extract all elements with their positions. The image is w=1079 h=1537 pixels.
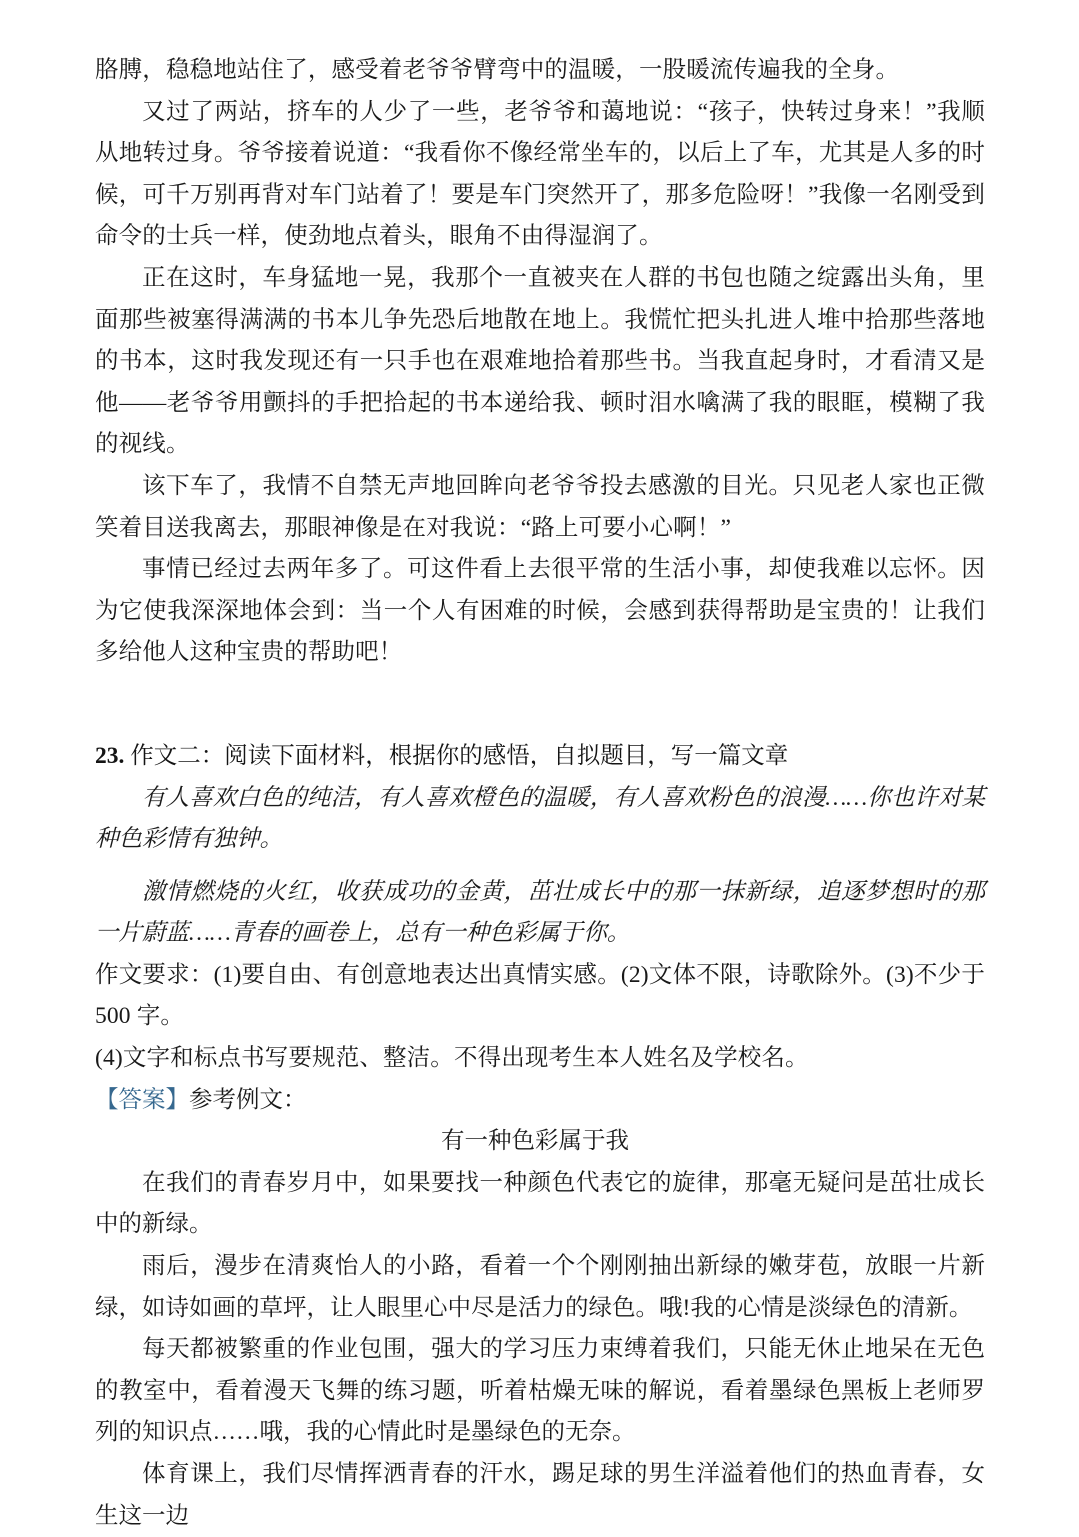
passage-paragraph: 事情已经过去两年多了。可这件看上去很平常的生活小事，却使我难以忘怀。因为它使我深深地体会到：当一个人有困难的时候，会感到获得帮助是宝贵的！让我们多给他人这种宝贵的帮助吧！ <box>95 556 985 666</box>
section-spacer <box>95 674 985 736</box>
question-number: 23. <box>95 742 125 769</box>
answer-header <box>95 1080 985 1122</box>
essay-paragraph: 在我们的青春岁月中，如果要找一种颜色代表它的旋律，那毫无疑问是茁壮成长中的新绿。 <box>95 1169 985 1238</box>
passage-paragraph: 该下车了，我情不自禁无声地回眸向老爷爷投去感激的目光。只见老人家也正微笑着目送我离去，那眼神像是在对我说：“路上可要小心啊！” <box>95 472 985 541</box>
essay-paragraph: 雨后，漫步在清爽怡人的小路，看着一个个刚刚抽出新绿的嫩芽苞，放眼一片新绿，如诗如画的草坪，让人眼里心中尽是活力的绿色。哦!我的心情是淡绿色的清新。 <box>95 1253 985 1321</box>
passage-continuation-line: 胳膊，稳稳地站住了，感受着老爷爷臂弯中的温暖，一股暖流传遍我的全身。 <box>95 57 900 83</box>
essay-paragraph: 体育课上，我们尽情挥洒青春的汗水，踢足球的男生洋溢着他们的热血青春，女生这一边 <box>95 1461 985 1529</box>
question-material-paragraph: 有人喜欢白色的纯洁，有人喜欢橙色的温暖，有人喜欢粉色的浪漫……你也许对某种色彩情有独钟。 <box>95 784 985 853</box>
answer-label: 参考例文： <box>189 1086 307 1113</box>
essay-title: 有一种色彩属于我 <box>441 1128 629 1155</box>
question-prompt: 作文二：阅读下面材料，根据你的感悟，自拟题目，写一篇文章 <box>130 742 789 769</box>
answer-tag: 【答案】 <box>95 1086 189 1113</box>
question-heading <box>95 736 985 778</box>
essay-paragraph: 每天都被繁重的作业包围，强大的学习压力束缚着我们，只能无休止地呆在无色的教室中，看着漫天飞舞的练习题，听着枯燥无味的解说，看着墨绿色黑板上老师罗列的知识点……哦，我的心情此时是墨绿色的无奈。 <box>95 1336 985 1446</box>
question-material-paragraph: 激情燃烧的火红，收获成功的金黄，茁壮成长中的那一抹新绿，追逐梦想时的那一片蔚蓝……青春的画卷上，总有一种色彩属于你。 <box>95 878 985 947</box>
question-requirements-line: (4)文字和标点书写要规范、整洁。不得出现考生本人姓名及学校名。 <box>95 1045 809 1072</box>
passage-paragraph: 正在这时，车身猛地一晃，我那个一直被夹在人群的书包也随之绽露出头角，里面那些被塞得满满的书本儿争先恐后地散在地上。我慌忙把头扎进人堆中拾那些落地的书本，这时我发现还有一只手也在艰难地拾着那些书。当我直起身时，才看清又是他——老爷爷用颤抖的手把拾起的书本递给我、顿时泪水噙满了我的眼眶，模糊了我的视线。 <box>95 264 985 458</box>
material-spacer <box>95 861 985 872</box>
passage-paragraph: 又过了两站，挤车的人少了一些，老爷爷和蔼地说：“孩子，快转过身来！”我顺从地转过身。爷爷接着说道：“我看你不像经常坐车的，以后上了车，尤其是人多的时候，可千万别再背对车门站着了！要是车门突然开了，那多危险呀！”我像一名刚受到命令的士兵一样，使劲地点着头，眼角不由得湿润了。 <box>95 98 985 250</box>
question-requirements-line: 作文要求：(1)要自由、有创意地表达出真情实感。(2)文体不限，诗歌除外。(3)不少于 500 字。 <box>95 961 985 1030</box>
